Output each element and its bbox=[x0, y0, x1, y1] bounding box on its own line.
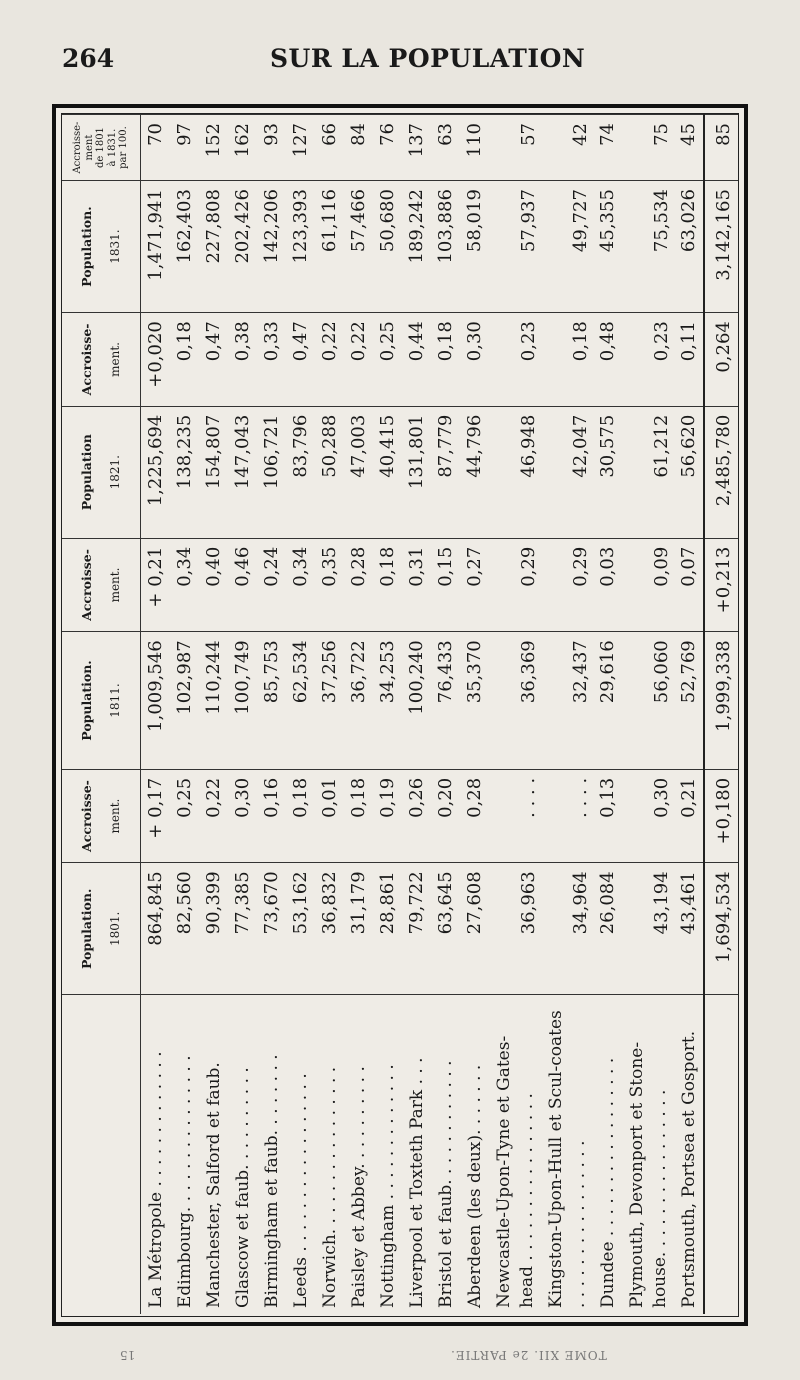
cell-a1: 0,21 bbox=[674, 769, 704, 863]
cell-p1831: 202,426 bbox=[228, 181, 257, 313]
city-name: Paisley et Abbey. . . . . . . . . . bbox=[344, 995, 373, 1314]
header-city bbox=[62, 995, 141, 1314]
cell-p1801: 53,162 bbox=[286, 863, 315, 995]
cell-a3: 0,11 bbox=[674, 313, 704, 407]
page-number: 264 bbox=[62, 44, 115, 73]
running-head: SUR LA POPULATION bbox=[270, 44, 586, 73]
cell-p1821: 131,801 bbox=[402, 406, 431, 538]
cell-a2: 0,34 bbox=[286, 538, 315, 632]
cell-a2: 0,46 bbox=[228, 538, 257, 632]
city-name: Edimbourg. . . . . . . . . . . . . . . bbox=[170, 995, 199, 1314]
table-row bbox=[489, 115, 541, 1315]
cell-p1821: 83,796 bbox=[286, 406, 315, 538]
cell-p1831: 1,471,941 bbox=[141, 181, 171, 313]
cell-p1811: 110,244 bbox=[199, 632, 228, 770]
cell-at: 57 bbox=[489, 115, 541, 181]
cell-a1: . . . . bbox=[489, 769, 541, 863]
total-p1801: 1,694,534 bbox=[704, 863, 739, 995]
cell-p1801: 79,722 bbox=[402, 863, 431, 995]
cell-a1: 0,20 bbox=[431, 769, 460, 863]
cell-a2: 0,07 bbox=[674, 538, 704, 632]
table-row bbox=[674, 115, 704, 1315]
table-row bbox=[593, 115, 622, 1315]
cell-p1831: 189,242 bbox=[402, 181, 431, 313]
cell-p1811: 32,437 bbox=[541, 632, 593, 770]
cell-a2: 0,28 bbox=[344, 538, 373, 632]
cell-p1821: 42,047 bbox=[541, 406, 593, 538]
cell-p1801: 34,964 bbox=[541, 863, 593, 995]
total-a3: 0,264 bbox=[704, 313, 739, 407]
cell-at: 76 bbox=[373, 115, 402, 181]
cell-a3: 0,23 bbox=[489, 313, 541, 407]
cell-p1811: 34,253 bbox=[373, 632, 402, 770]
cell-p1821: 106,721 bbox=[257, 406, 286, 538]
cell-a2: 0,31 bbox=[402, 538, 431, 632]
cell-p1801: 43,461 bbox=[674, 863, 704, 995]
table-row bbox=[199, 115, 228, 1315]
cell-p1821: 147,043 bbox=[228, 406, 257, 538]
cell-p1811: 62,534 bbox=[286, 632, 315, 770]
cell-a2: 0,27 bbox=[460, 538, 489, 632]
cell-p1811: 56,060 bbox=[622, 632, 674, 770]
cell-p1811: 36,369 bbox=[489, 632, 541, 770]
city-name: Manchester, Salford et faub. bbox=[199, 995, 228, 1314]
header-pop-1821: Population 1821. bbox=[62, 406, 141, 538]
total-p1821: 2,485,780 bbox=[704, 406, 739, 538]
cell-p1831: 57,466 bbox=[344, 181, 373, 313]
cell-p1801: 82,560 bbox=[170, 863, 199, 995]
header-acc-2: Accroisse- ment. bbox=[62, 538, 141, 632]
cell-at: 75 bbox=[622, 115, 674, 181]
cell-a1: 0,13 bbox=[593, 769, 622, 863]
cell-a3: 0,18 bbox=[170, 313, 199, 407]
city-name: Aberdeen (les deux). . . . . . . bbox=[460, 995, 489, 1314]
city-name: Kingston-Upon-Hull et Scul-coates . . . . . . . . . . . . . . . . bbox=[541, 995, 593, 1314]
cell-p1801: 864,845 bbox=[141, 863, 171, 995]
cell-at: 42 bbox=[541, 115, 593, 181]
cell-p1821: 46,948 bbox=[489, 406, 541, 538]
footer-signature: 15 bbox=[120, 1348, 136, 1362]
cell-a3: 0,47 bbox=[199, 313, 228, 407]
cell-a1: 0,18 bbox=[344, 769, 373, 863]
city-name: La Métropole . . . . . . . . . . . . . bbox=[141, 995, 171, 1314]
cell-a1: 0,30 bbox=[228, 769, 257, 863]
table-header-row bbox=[62, 115, 141, 1315]
cell-a3: 0,22 bbox=[315, 313, 344, 407]
cell-p1821: 50,288 bbox=[315, 406, 344, 538]
city-name: Plymouth, Devonport et Stone-house. . . . . . . . . . . . . . . . bbox=[622, 995, 674, 1314]
header-acc-1: Accroisse- ment. bbox=[62, 769, 141, 863]
table-row bbox=[344, 115, 373, 1315]
cell-a1: 0,01 bbox=[315, 769, 344, 863]
cell-a1: 0,28 bbox=[460, 769, 489, 863]
rotated-table-container bbox=[62, 114, 738, 1314]
city-name: Portsmouth, Portsea et Gosport. bbox=[674, 995, 704, 1314]
cell-p1821: 44,796 bbox=[460, 406, 489, 538]
page-footer bbox=[0, 1334, 800, 1374]
city-name: Leeds . . . . . . . . . . . . . . . . . bbox=[286, 995, 315, 1314]
cell-p1811: 76,433 bbox=[431, 632, 460, 770]
table-row bbox=[315, 115, 344, 1315]
total-p1811: 1,999,338 bbox=[704, 632, 739, 770]
cell-p1811: 36,722 bbox=[344, 632, 373, 770]
cell-p1821: 138,235 bbox=[170, 406, 199, 538]
cell-a1: 0,16 bbox=[257, 769, 286, 863]
cell-a1: 0,22 bbox=[199, 769, 228, 863]
city-name: Liverpool et Toxteth Park . . . bbox=[402, 995, 431, 1314]
cell-at: 127 bbox=[286, 115, 315, 181]
cell-p1821: 154,807 bbox=[199, 406, 228, 538]
cell-p1831: 162,403 bbox=[170, 181, 199, 313]
table-body bbox=[141, 115, 740, 1315]
cell-at: 137 bbox=[402, 115, 431, 181]
header-acc-3: Accroisse- ment. bbox=[62, 313, 141, 407]
footer-volume: TOME XII. 2e PARTIE. bbox=[450, 1348, 607, 1362]
cell-p1831: 61,116 bbox=[315, 181, 344, 313]
cell-a3: 0,48 bbox=[593, 313, 622, 407]
population-table-frame bbox=[52, 104, 748, 1326]
cell-at: 66 bbox=[315, 115, 344, 181]
cell-a1: 0,30 bbox=[622, 769, 674, 863]
cell-p1831: 142,206 bbox=[257, 181, 286, 313]
cell-p1831: 227,808 bbox=[199, 181, 228, 313]
cell-at: 152 bbox=[199, 115, 228, 181]
cell-p1821: 30,575 bbox=[593, 406, 622, 538]
city-name: Nottingham . . . . . . . . . . . . . bbox=[373, 995, 402, 1314]
table-row bbox=[228, 115, 257, 1315]
cell-p1831: 50,680 bbox=[373, 181, 402, 313]
cell-a2: 0,09 bbox=[622, 538, 674, 632]
cell-a2: 0,15 bbox=[431, 538, 460, 632]
cell-at: 45 bbox=[674, 115, 704, 181]
cell-p1801: 73,670 bbox=[257, 863, 286, 995]
cell-a2: 0,34 bbox=[170, 538, 199, 632]
cell-a3: 0,44 bbox=[402, 313, 431, 407]
cell-p1801: 27,608 bbox=[460, 863, 489, 995]
cell-p1811: 52,769 bbox=[674, 632, 704, 770]
cell-at: 74 bbox=[593, 115, 622, 181]
cell-p1831: 103,886 bbox=[431, 181, 460, 313]
table-row bbox=[141, 115, 171, 1315]
cell-p1801: 36,832 bbox=[315, 863, 344, 995]
cell-a1: . . . . bbox=[541, 769, 593, 863]
total-a1: +0,180 bbox=[704, 769, 739, 863]
city-name: Newcastle-Upon-Tyne et Gates-head . . . . . . . . . . . . . . . . bbox=[489, 995, 541, 1314]
cell-p1801: 36,963 bbox=[489, 863, 541, 995]
total-label bbox=[704, 995, 739, 1314]
cell-at: 70 bbox=[141, 115, 171, 181]
cell-a2: 0,24 bbox=[257, 538, 286, 632]
city-name: Glascow et faub. . . . . . . . . . bbox=[228, 995, 257, 1314]
cell-p1811: 102,987 bbox=[170, 632, 199, 770]
cell-a3: 0,33 bbox=[257, 313, 286, 407]
cell-a2: 0,40 bbox=[199, 538, 228, 632]
cell-a2: 0,35 bbox=[315, 538, 344, 632]
cell-p1811: 37,256 bbox=[315, 632, 344, 770]
cell-a3: 0,47 bbox=[286, 313, 315, 407]
table-row bbox=[170, 115, 199, 1315]
total-row bbox=[704, 115, 739, 1315]
cell-p1831: 49,727 bbox=[541, 181, 593, 313]
header-pop-1801: Population. 1801. bbox=[62, 863, 141, 995]
cell-p1801: 26,084 bbox=[593, 863, 622, 995]
table-row bbox=[402, 115, 431, 1315]
cell-p1821: 87,779 bbox=[431, 406, 460, 538]
cell-a2: 0,29 bbox=[489, 538, 541, 632]
cell-a3: 0,25 bbox=[373, 313, 402, 407]
header-acc-total: Accroisse- ment de 1801 à 1831. par 100. bbox=[62, 115, 141, 181]
city-name: Birmingham et faub. . . . . . . . bbox=[257, 995, 286, 1314]
cell-p1821: 47,003 bbox=[344, 406, 373, 538]
cell-a1: + 0,17 bbox=[141, 769, 171, 863]
cell-a3: 0,18 bbox=[431, 313, 460, 407]
cell-a3: 0,22 bbox=[344, 313, 373, 407]
cell-p1821: 40,415 bbox=[373, 406, 402, 538]
header-pop-1811: Population. 1811. bbox=[62, 632, 141, 770]
total-a2: +0,213 bbox=[704, 538, 739, 632]
cell-a3: 0,23 bbox=[622, 313, 674, 407]
cell-p1831: 57,937 bbox=[489, 181, 541, 313]
cell-a2: 0,18 bbox=[373, 538, 402, 632]
cell-p1831: 123,393 bbox=[286, 181, 315, 313]
cell-a3: 0,30 bbox=[460, 313, 489, 407]
cell-at: 93 bbox=[257, 115, 286, 181]
cell-a2: 0,03 bbox=[593, 538, 622, 632]
cell-a1: 0,26 bbox=[402, 769, 431, 863]
cell-p1811: 29,616 bbox=[593, 632, 622, 770]
cell-p1811: 100,749 bbox=[228, 632, 257, 770]
cell-a1: 0,19 bbox=[373, 769, 402, 863]
cell-p1831: 75,534 bbox=[622, 181, 674, 313]
table-row bbox=[622, 115, 674, 1315]
page-header bbox=[0, 38, 800, 78]
table-row bbox=[286, 115, 315, 1315]
cell-p1821: 61,212 bbox=[622, 406, 674, 538]
cell-a3: +0,020 bbox=[141, 313, 171, 407]
header-pop-1831: Population. 1831. bbox=[62, 181, 141, 313]
cell-a1: 0,25 bbox=[170, 769, 199, 863]
population-table bbox=[62, 114, 739, 1314]
cell-p1801: 77,385 bbox=[228, 863, 257, 995]
cell-p1801: 28,861 bbox=[373, 863, 402, 995]
cell-p1831: 58,019 bbox=[460, 181, 489, 313]
population-table-inner bbox=[61, 113, 739, 1317]
table-row bbox=[541, 115, 593, 1315]
cell-at: 110 bbox=[460, 115, 489, 181]
cell-p1801: 31,179 bbox=[344, 863, 373, 995]
cell-at: 97 bbox=[170, 115, 199, 181]
cell-p1801: 63,645 bbox=[431, 863, 460, 995]
city-name: Dundee . . . . . . . . . . . . . . . . . bbox=[593, 995, 622, 1314]
cell-p1811: 35,370 bbox=[460, 632, 489, 770]
cell-a1: 0,18 bbox=[286, 769, 315, 863]
cell-at: 84 bbox=[344, 115, 373, 181]
cell-a3: 0,38 bbox=[228, 313, 257, 407]
cell-a3: 0,18 bbox=[541, 313, 593, 407]
cell-at: 162 bbox=[228, 115, 257, 181]
cell-p1821: 1,225,694 bbox=[141, 406, 171, 538]
cell-a2: + 0,21 bbox=[141, 538, 171, 632]
table-row bbox=[373, 115, 402, 1315]
cell-p1801: 43,194 bbox=[622, 863, 674, 995]
cell-at: 63 bbox=[431, 115, 460, 181]
cell-a2: 0,29 bbox=[541, 538, 593, 632]
cell-p1811: 1,009,546 bbox=[141, 632, 171, 770]
table-row bbox=[460, 115, 489, 1315]
cell-p1831: 63,026 bbox=[674, 181, 704, 313]
cell-p1811: 100,240 bbox=[402, 632, 431, 770]
cell-p1801: 90,399 bbox=[199, 863, 228, 995]
city-name: Norwich. . . . . . . . . . . . . . . . bbox=[315, 995, 344, 1314]
table-row bbox=[257, 115, 286, 1315]
city-name: Bristol et faub. . . . . . . . . . . . bbox=[431, 995, 460, 1314]
cell-p1821: 56,620 bbox=[674, 406, 704, 538]
cell-p1811: 85,753 bbox=[257, 632, 286, 770]
total-at: 85 bbox=[704, 115, 739, 181]
total-p1831: 3,142,165 bbox=[704, 181, 739, 313]
table-row bbox=[431, 115, 460, 1315]
cell-p1831: 45,355 bbox=[593, 181, 622, 313]
